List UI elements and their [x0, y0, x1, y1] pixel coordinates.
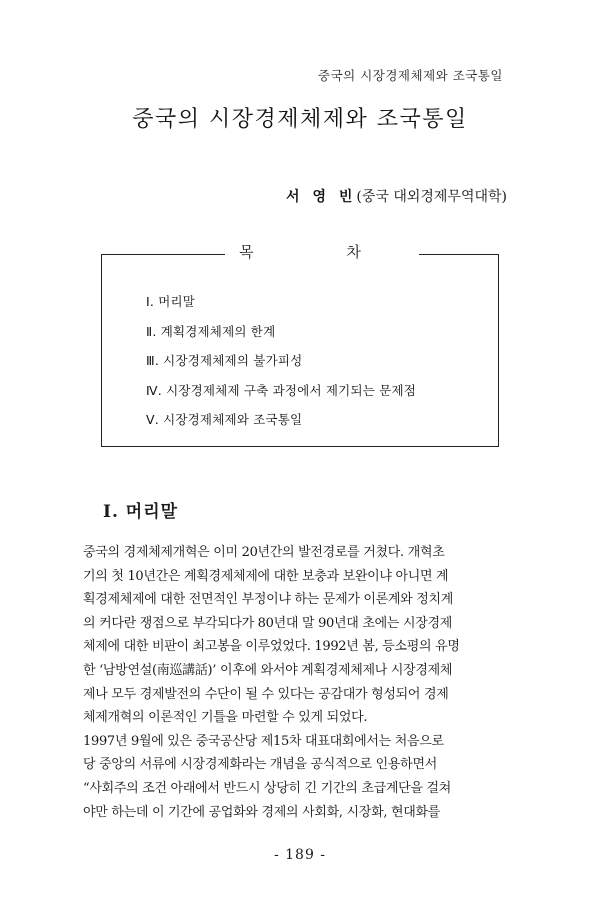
body-text [83, 541, 515, 824]
author-line [286, 186, 507, 206]
toc-title-wrap [102, 241, 498, 262]
toc-title: 목 차 [225, 243, 419, 261]
section-heading: Ⅰ. 머리말 [103, 502, 179, 522]
body-line: 한 ‘남방연설(南巡講話)’ 이후에 와서야 계획경제체제나 시장경제체 [83, 662, 453, 678]
body-line: “사회주의 조건 아래에서 반드시 상당히 긴 기간의 초급계단을 걸쳐 [83, 780, 451, 796]
toc-item: Ⅳ. 시장경제체제 구축 과정에서 제기되는 문제점 [146, 382, 417, 398]
body-line: 획경제체제에 대한 전면적인 부정이냐 하는 문제가 이론계와 정치계 [83, 592, 454, 608]
body-line: 중국의 경제체제개혁은 이미 20년간의 발전경로를 거쳤다. 개혁초 [83, 545, 445, 560]
running-head: 중국의 시장경제체제와 조국통일 [318, 68, 503, 83]
toc-item: Ⅲ. 시장경제체제의 불가피성 [146, 353, 303, 368]
page-title: 중국의 시장경제체제와 조국통일 [132, 107, 468, 132]
toc-item: Ⅴ. 시장경제체제와 조국통일 [146, 412, 303, 427]
body-line: 1997년 9월에 있은 중국공산당 제15차 대표대회에서는 처음으로 [83, 733, 444, 749]
body-line: 야만 하는데 이 기간에 공업화와 경제의 사회화, 시장화, 현대화를 [83, 804, 441, 820]
page-number: - 189 - [273, 847, 327, 863]
body-line: 제나 모두 경제발전의 수단이 될 수 있다는 공감대가 형성되어 경제 [83, 686, 449, 702]
body-line: 체제개혁의 이론적인 기틀을 마련할 수 있게 되었다. [83, 710, 368, 726]
body-line: 기의 첫 10년간은 계획경제체제에 대한 보충과 보완이냐 아니면 계 [83, 568, 449, 584]
toc-list [146, 287, 416, 435]
author-affiliation: (중국 대외경제무역대학) [356, 189, 507, 205]
author-name: 서 영 빈 [286, 189, 357, 205]
body-line: 의 커다란 쟁점으로 부각되다가 80년대 말 90년대 초에는 시장경제 [83, 615, 452, 631]
toc-item: Ⅱ. 계획경제체제의 한계 [146, 323, 276, 339]
table-of-contents [101, 243, 499, 447]
toc-item: Ⅰ. 머리말 [146, 294, 196, 309]
body-line: 체제에 대한 비판이 최고봉을 이루었었다. 1992년 봄, 등소평의 유명 [83, 639, 460, 655]
body-line: 당 중앙의 서류에 시장경제화라는 개념을 공식적으로 인용하면서 [83, 757, 437, 773]
